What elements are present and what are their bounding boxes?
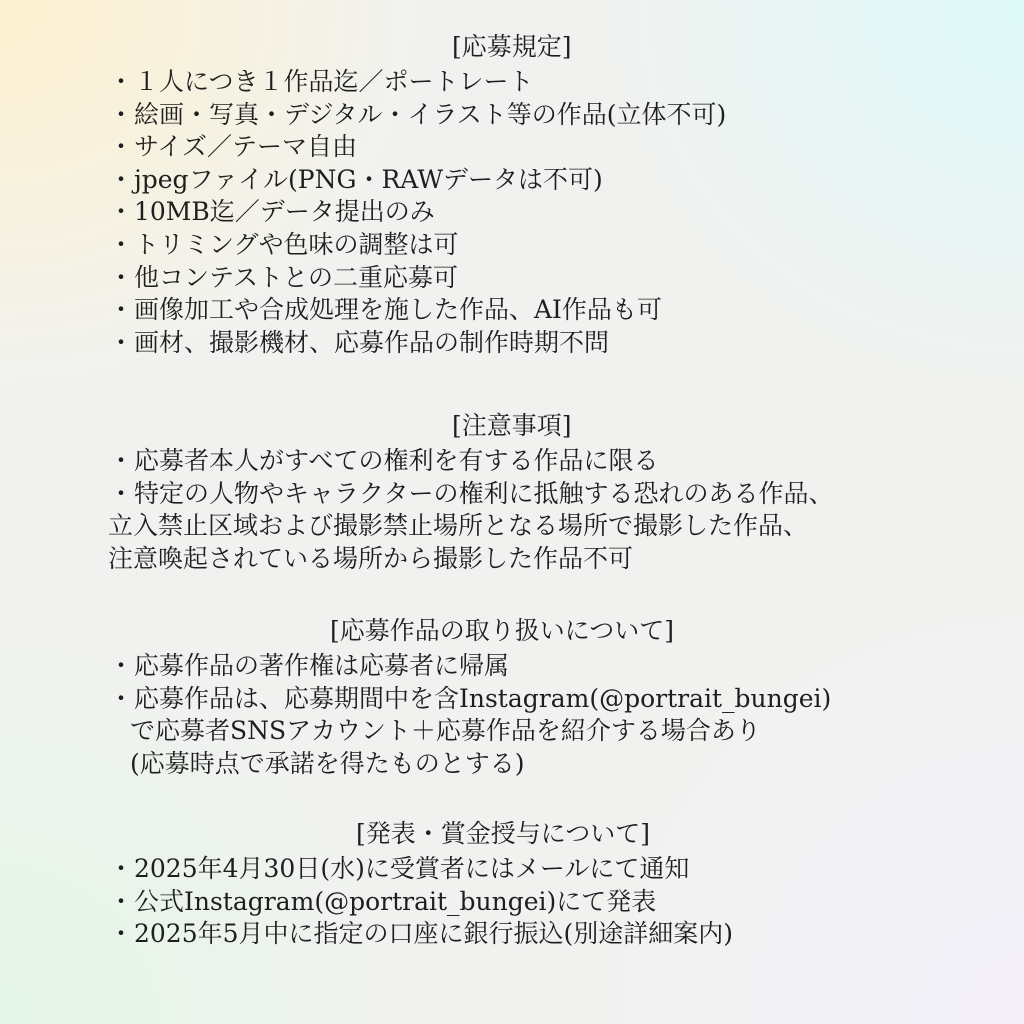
list-item [0,294,1024,327]
list-item [0,445,1024,478]
list-item [0,650,1024,683]
list-item [0,262,1024,295]
list-item-text: 他コンテストとの二重応募可 [134,262,459,292]
list-item-text: サイズ／テーマ自由 [134,132,358,162]
section-handling [0,612,1024,780]
list-item-text: 注意喚起されている場所から撮影した作品不可 [108,543,634,573]
section-heading: [応募規定] [452,32,572,61]
list-item-continuation [0,510,1024,543]
bullet: ・ [108,683,134,713]
list-item-text: トリミングや色味の調整は可 [134,229,459,259]
list-item-text: で応募者SNSアカウント＋応募作品を紹介する場合あり [130,716,761,746]
list-item [0,327,1024,360]
list-item [0,229,1024,262]
list-item-text: 2025年4月30日(水)に受賞者にはメールにて通知 [134,854,690,883]
bullet: ・ [108,854,134,883]
list-item-text: 特定の人物やキャラクターの権利に抵触する恐れのある作品、 [134,478,834,508]
bullet: ・ [108,262,134,292]
list-item [0,99,1024,132]
bullet: ・ [108,327,134,357]
announcement-list [0,853,1024,951]
list-item [0,886,1024,919]
bullet: ・ [108,197,134,227]
list-item-text: 画像加工や合成処理を施した作品、AI作品も可 [134,295,662,325]
section-heading: [発表・賞金授与について] [356,819,651,848]
rules-list [0,66,1024,359]
bullet: ・ [108,132,134,162]
list-item [0,66,1024,99]
bullet: ・ [108,446,134,475]
list-item-text: 応募作品は、応募期間中を含Instagram(@portrait_bungei) [134,683,832,713]
section-heading: [応募作品の取り扱いについて] [330,616,675,645]
list-item [0,131,1024,164]
section-notes [0,407,1024,575]
bullet: ・ [108,651,134,680]
bullet: ・ [108,99,134,129]
section-entry-rules [0,28,1024,359]
section-announcement [0,815,1024,951]
list-item-continuation [0,543,1024,576]
list-item [0,478,1024,511]
bullet: ・ [108,295,134,325]
bullet: ・ [108,478,134,508]
list-item-text: 立入禁止区域および撮影禁止場所となる場所で撮影した作品、 [108,511,809,541]
list-item-text: 10MB迄／データ提出のみ [134,197,435,227]
list-item-text: 応募作品の著作権は応募者に帰属 [134,651,510,680]
list-item [0,853,1024,886]
bullet: ・ [108,919,134,949]
list-item-text: 絵画・写真・デジタル・イラスト等の作品(立体不可) [134,99,727,129]
list-item [0,683,1024,716]
handling-list [0,650,1024,780]
list-item-text: (応募時点で承諾を得たものとする) [130,748,525,778]
bullet: ・ [108,164,134,194]
bullet: ・ [108,229,134,259]
bullet: ・ [108,67,134,96]
list-item-text: 画材、撮影機材、応募作品の制作時期不問 [134,327,610,357]
list-item [0,918,1024,951]
list-item-continuation [0,748,1024,781]
notes-list [0,445,1024,575]
list-item [0,196,1024,229]
list-item-text: 2025年5月中に指定の口座に銀行振込(別途詳細案内) [134,919,734,949]
list-item-text: jpegファイル(PNG・RAWデータは不可) [134,164,603,194]
section-heading: [注意事項] [452,411,572,440]
list-item-continuation [0,715,1024,748]
list-item [0,164,1024,197]
list-item-text: １人につき１作品迄／ポートレート [134,67,534,96]
list-item-text: 応募者本人がすべての権利を有する作品に限る [134,446,659,475]
bullet: ・ [108,886,134,916]
list-item-text: 公式Instagram(@portrait_bungei)にて発表 [134,886,657,916]
